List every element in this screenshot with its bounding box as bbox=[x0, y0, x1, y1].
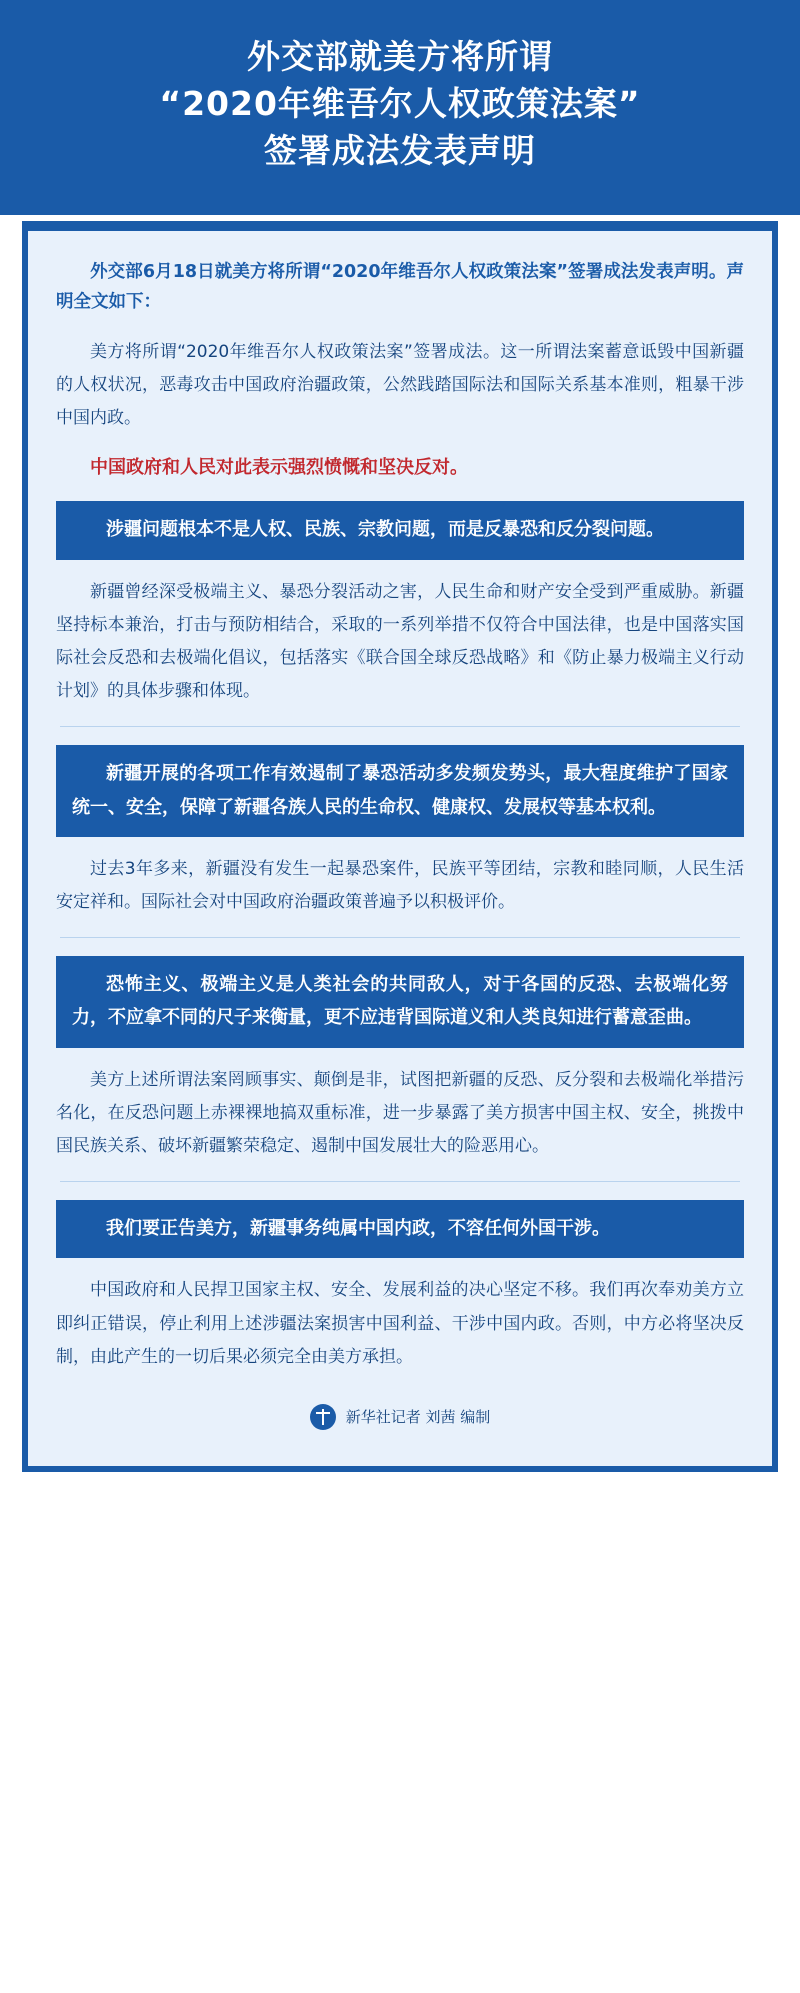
content-frame bbox=[22, 231, 778, 1472]
highlight-paragraph: 新疆开展的各项工作有效遏制了暴恐活动多发频发势头，最大程度维护了国家统一、安全，保障了新疆各族人民的生命权、健康权、发展权等基本权利。 bbox=[56, 745, 744, 837]
body-paragraph: 新疆曾经深受极端主义、暴恐分裂活动之害，人民生命和财产安全受到严重威胁。新疆坚持标本兼治，打击与预防相结合，采取的一系列举措不仅符合中国法律，也是中国落实国际社会反恐和去极端化倡议，包括落实《联合国全球反恐战略》和《防止暴力极端主义行动计划》的具体步骤和体现。 bbox=[56, 581, 744, 702]
highlight-paragraph: 恐怖主义、极端主义是人类社会的共同敌人，对于各国的反恐、去极端化努力，不应拿不同的尺子来衡量，更不应违背国际道义和人类良知进行蓄意歪曲。 bbox=[56, 956, 744, 1048]
footer-credit: 新华社记者 刘茜 编制 bbox=[345, 1408, 491, 1427]
title-line-1: 外交部就美方将所谓 bbox=[247, 37, 553, 76]
body-paragraph: 过去3年多来，新疆没有发生一起暴恐案件，民族平等团结，宗教和睦同顺，人民生活安定祥和。国际社会对中国政府治疆政策普遍予以积极评价。 bbox=[56, 858, 744, 913]
page-title bbox=[40, 34, 760, 175]
title-line-3: 签署成法发表声明 bbox=[264, 130, 536, 170]
content-inner bbox=[28, 231, 772, 1440]
body-paragraph: 美方将所谓“2020年维吾尔人权政策法案”签署成法。这一所谓法案蓄意诋毁中国新疆的人权状况，恶毒攻击中国政府治疆政策，公然践踏国际法和国际关系基本准则，粗暴干涉中国内政。 bbox=[56, 341, 744, 429]
section-divider bbox=[60, 1181, 740, 1182]
statement-body bbox=[56, 336, 744, 1374]
highlight-paragraph: 涉疆问题根本不是人权、民族、宗教问题，而是反暴恐和反分裂问题。 bbox=[56, 501, 744, 559]
body-paragraph: 美方上述所谓法案罔顾事实、颠倒是非，试图把新疆的反恐、反分裂和去极端化举措污名化，在反恐问题上赤裸裸地搞双重标准，进一步暴露了美方损害中国主权、安全，挑拨中国民族关系、破坏新疆繁荣稳定、遏制中国发展壮大的险恶用心。 bbox=[56, 1069, 744, 1157]
header bbox=[0, 0, 800, 221]
xinhua-logo-icon bbox=[310, 1404, 336, 1430]
lead-paragraph bbox=[56, 257, 744, 318]
section-divider bbox=[60, 937, 740, 938]
section-divider bbox=[60, 726, 740, 727]
highlight-paragraph: 我们要正告美方，新疆事务纯属中国内政，不容任何外国干涉。 bbox=[56, 1200, 744, 1258]
body-paragraph: 中国政府和人民捍卫国家主权、安全、发展利益的决心坚定不移。我们再次奉劝美方立即纠正错误，停止利用上述涉疆法案损害中国利益、干涉中国内政。否则，中方必将坚决反制，由此产生的一切后果必须完全由美方承担。 bbox=[56, 1280, 744, 1367]
lead-text: 外交部6月18日就美方将所谓“2020年维吾尔人权政策法案”签署成法发表声明。声明全文如下： bbox=[56, 261, 744, 313]
accent-bar bbox=[22, 221, 778, 231]
title-line-2: “2020年维吾尔人权政策法案” bbox=[159, 83, 641, 123]
emphasis-paragraph: 中国政府和人民对此表示强烈愤慨和坚决反对。 bbox=[90, 457, 468, 479]
footer bbox=[56, 1390, 744, 1440]
